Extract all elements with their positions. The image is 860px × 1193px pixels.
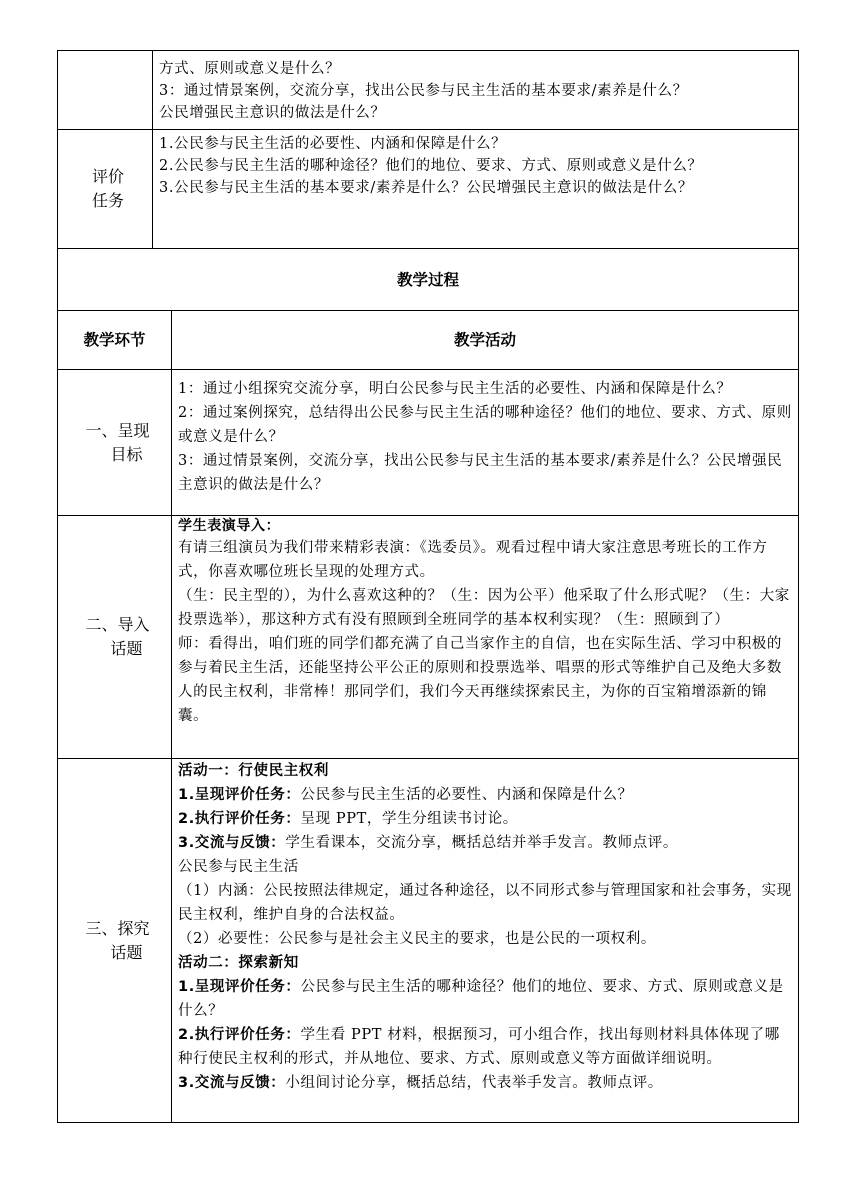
intro-heading: 学生表演导入： (178, 518, 281, 534)
activity-item: 2.执行评价任务：呈现 PPT，学生分组读书讨论。 (178, 811, 518, 827)
eval-item: 2.公民参与民主生活的哪种途径？他们的地位、要求、方式、原则或意义是什么？ (159, 158, 703, 174)
stage-content (172, 370, 799, 516)
stage-label: 三、探究 话题 (58, 759, 172, 1123)
activity-item: 1.呈现评价任务：公民参与民主生活的哪种途径？他们的地位、要求、方式、原则或意义是什么？ (178, 979, 784, 1019)
intro-paragraph: 有请三组演员为我们带来精彩表演：《选委员》。观看过程中请大家注意思考班长的工作方式，你喜欢哪位班长呈现的处理方式。 (178, 540, 768, 580)
goal-paragraph: 1：通过小组探究交流分享，明白公民参与民主生活的必要性、内涵和保障是什么？ (178, 381, 732, 397)
activity-item: 2.执行评价任务：学生看 PPT 材料，根据预习，可小组合作，找出每则材料具体体现了哪种行使民主权利的形式，并从地位、要求、方式、原则或意义等方面做详细说明。 (178, 1027, 780, 1067)
stage-row (58, 759, 799, 1123)
goal-paragraph: 2：通过案例探究，总结得出公民参与民主生活的哪种途径？他们的地位、要求、方式、原则或意义是什么？ (178, 405, 792, 445)
stage-row (58, 516, 799, 759)
stage-content (172, 759, 799, 1123)
evaluation-table (57, 50, 799, 311)
activity-title: 活动二：探索新知 (178, 955, 299, 971)
goal-line: 方式、原则或意义是什么？ (159, 61, 341, 77)
eval-content (153, 130, 799, 249)
intro-paragraph: （生：民主型的），为什么喜欢这种的？（生：因为公平）他采取了什么形式呢？（生：大家投票选举），那这种方式有没有照顾到全班同学的基本权利实现？（生：照顾到了） (178, 588, 790, 628)
stage-label: 一、呈现 目标 (58, 370, 172, 516)
activity-item: 3.交流与反馈：学生看课本，交流分享，概括总结并举手发言。教师点评。 (178, 835, 679, 851)
activity-point: （1）内涵：公民按照法律规定，通过各种途径，以不同形式参与管理国家和社会事务，实现民主权利，维护自身的合法权益。 (178, 883, 792, 923)
stage-header: 教学环节 (58, 311, 172, 370)
activity-title: 活动一：行使民主权利 (178, 763, 329, 779)
goal-line: 3：通过情景案例，交流分享，找出公民参与民主生活的基本要求/素养是什么？ (159, 83, 688, 99)
activity-item: 3.交流与反馈：小组间讨论分享，概括总结，代表举手发言。教师点评。 (178, 1075, 663, 1091)
process-title: 教学过程 (58, 249, 799, 311)
process-table (57, 310, 799, 1123)
goal-content (153, 51, 799, 130)
process-title-row (58, 249, 799, 311)
activity-header: 教学活动 (172, 311, 799, 370)
activity-point: （2）必要性：公民参与是社会主义民主的要求，也是公民的一项权利。 (178, 931, 656, 947)
intro-paragraph: 师：看得出，咱们班的同学们都充满了自己当家作主的自信，也在实际生活、学习中积极的参与着民主生活，还能坚持公平公正的原则和投票选举、唱票的形式等维护自己及绝大多数人的民主权利，非常棒！那同学们，我们今天再继续探索民主，为你的百宝箱增添新的锦囊。 (178, 636, 782, 724)
eval-item: 3.公民参与民主生活的基本要求/素养是什么？公民增强民主意识的做法是什么？ (159, 180, 693, 196)
goal-line: 公民增强民主意识的做法是什么？ (159, 105, 386, 121)
stage-label: 二、导入 话题 (58, 516, 172, 759)
goal-label-cell (58, 51, 153, 130)
stage-row (58, 370, 799, 516)
activity-item: 1.呈现评价任务：公民参与民主生活的必要性、内涵和保障是什么？ (178, 787, 633, 803)
header-row (58, 311, 799, 370)
activity-subtitle: 公民参与民主生活 (178, 859, 299, 875)
eval-label: 评价 任务 (58, 130, 153, 249)
stage-content (172, 516, 799, 759)
eval-row (58, 130, 799, 249)
lesson-plan-document (57, 50, 799, 1123)
eval-item: 1.公民参与民主生活的必要性、内涵和保障是什么？ (159, 136, 507, 152)
goal-paragraph: 3：通过情景案例，交流分享，找出公民参与民主生活的基本要求/素养是什么？公民增强民主意识的做法是什么？ (178, 453, 783, 493)
goal-row (58, 51, 799, 130)
